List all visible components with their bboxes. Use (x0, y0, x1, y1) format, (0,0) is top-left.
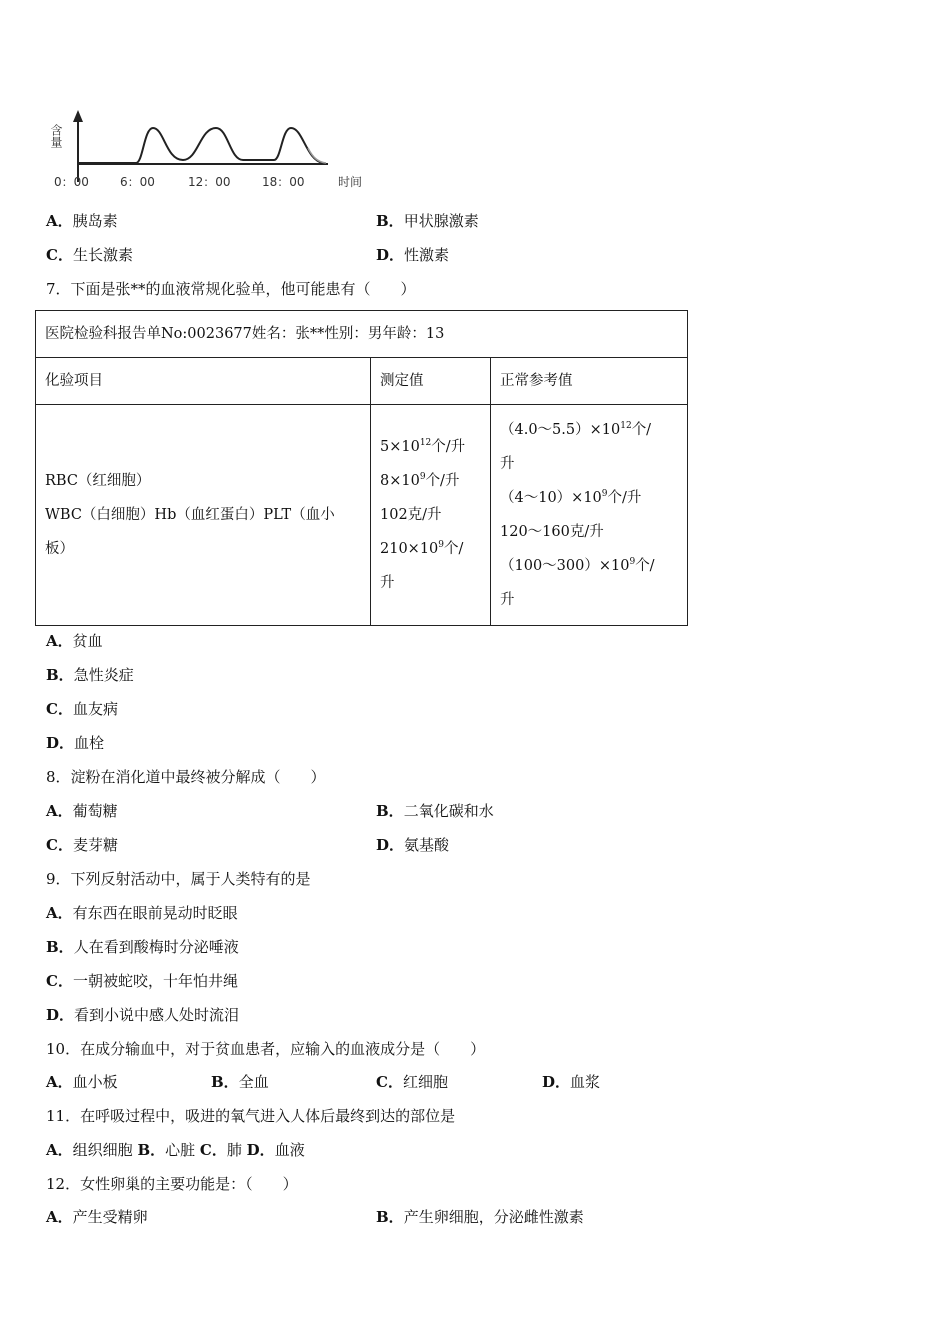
q7-option-b[interactable] (46, 665, 134, 685)
measured-values-cell (371, 405, 491, 626)
q7-option-a[interactable] (46, 631, 103, 651)
option-letter: B． (46, 938, 74, 956)
tick-label-6: 6：00 (120, 175, 155, 189)
option-text: 血小板 (72, 1073, 118, 1091)
option-text: 全血 (238, 1073, 269, 1091)
option-letter: B． (211, 1073, 239, 1091)
option-text: 红细胞 (402, 1073, 448, 1091)
option-text: 急性炎症 (73, 666, 134, 684)
option-letter: B． (376, 212, 404, 230)
option-text: 麦芽糖 (72, 836, 118, 854)
q9-option-c[interactable] (46, 971, 238, 991)
q7-stem: 7．下面是张**的血液常规化验单，他可能患有（ ） (46, 280, 416, 298)
option-letter: D． (376, 246, 405, 264)
option-letter: D． (46, 1006, 75, 1024)
option-text: 贫血 (72, 632, 103, 650)
reference-hb: 120～160克/升 (500, 524, 604, 540)
option-letter: A． (46, 1208, 73, 1226)
q6-option-b[interactable] (376, 211, 479, 231)
q6-option-a[interactable] (46, 211, 118, 231)
option-text: 有东西在眼前晃动时眨眼 (72, 904, 238, 922)
reference-rbc-tail: 升 (500, 456, 515, 472)
option-letter: C． (46, 836, 73, 854)
q9-option-d[interactable] (46, 1005, 239, 1025)
option-text: 产生卵细胞，分泌雌性激素 (403, 1208, 584, 1226)
option-letter: D． (542, 1073, 571, 1091)
option-letter: A． (46, 212, 73, 230)
report-header: 医院检验科报告单No:0023677姓名：张**性别：男年龄：13 (36, 311, 688, 358)
option-text: 血友病 (72, 700, 118, 718)
q11-stem: 11．在呼吸过程中，吸进的氧气进入人体后最终到达的部位是 (46, 1107, 456, 1125)
option-text: 血浆 (570, 1073, 601, 1091)
column-header-items: 化验项目 (36, 358, 371, 405)
option-text: 看到小说中感人处时流泪 (74, 1006, 240, 1024)
option-letter: A． (46, 632, 73, 650)
option-text: 甲状腺激素 (403, 212, 479, 230)
option-text: 二氧化碳和水 (403, 802, 494, 820)
reference-plt-tail: 升 (500, 592, 515, 608)
q8-option-a[interactable] (46, 801, 118, 821)
q8-option-b[interactable] (376, 801, 494, 821)
tick-label-18: 18：00 (262, 175, 305, 189)
q9-option-b[interactable] (46, 937, 239, 957)
q12-option-b[interactable] (376, 1207, 584, 1227)
column-header-measured: 测定值 (371, 358, 491, 405)
q8-option-d[interactable] (376, 835, 449, 855)
q12-stem: 12．女性卵巢的主要功能是：（ ） (46, 1175, 298, 1193)
q11-option-b[interactable]: B．心脏 (137, 1141, 196, 1159)
measured-plt-tail: 升 (380, 575, 395, 591)
q9-stem: 9．下列反射活动中，属于人类特有的是 (46, 870, 311, 888)
option-text: 血栓 (74, 734, 105, 752)
q6-option-d[interactable] (376, 245, 449, 265)
option-letter: D． (46, 734, 75, 752)
q9-option-a[interactable] (46, 903, 238, 923)
measured-rbc: $5\times 10^{12}$个/升 (380, 438, 466, 455)
q10-option-a[interactable] (46, 1072, 118, 1092)
measured-plt: $210\times 10^9$个/ (380, 540, 464, 557)
option-letter: A． (46, 802, 73, 820)
option-text: 胰岛素 (72, 212, 118, 230)
option-letter: C． (46, 700, 73, 718)
y-axis-arrow (73, 110, 83, 122)
q7-option-d[interactable] (46, 733, 104, 753)
reference-rbc: $(4.0\sim 5.5)\times 10^{12}$个/ (500, 421, 652, 438)
q11-option-c[interactable]: C．肺 (199, 1141, 242, 1159)
reference-values-cell (491, 405, 688, 626)
q11-option-a[interactable]: A．组织细胞 (46, 1141, 133, 1159)
q6-option-c[interactable] (46, 245, 133, 265)
option-letter: C． (376, 1073, 403, 1091)
table-column-row (36, 358, 688, 405)
q11-option-d[interactable]: D．血液 (246, 1141, 305, 1159)
option-letter: B． (376, 802, 404, 820)
q8-option-c[interactable] (46, 835, 118, 855)
option-letter: B． (46, 666, 74, 684)
option-text: 人在看到酸梅时分泌唾液 (73, 938, 239, 956)
option-letter: A． (46, 1073, 73, 1091)
option-letter: B． (376, 1208, 404, 1226)
hormone-curve (78, 128, 323, 163)
hormone-level-chart (48, 108, 388, 192)
measured-hb: 102克/升 (380, 507, 442, 523)
test-item-line: 板） (45, 541, 74, 557)
option-text: 性激素 (404, 246, 450, 264)
option-letter: C． (46, 972, 73, 990)
test-item-line: WBC（白细胞）Hb（血红蛋白）PLT（血小 (45, 507, 335, 523)
option-text: 生长激素 (72, 246, 133, 264)
table-header-row (36, 311, 688, 358)
q8-stem: 8．淀粉在消化道中最终被分解成（ ） (46, 768, 326, 786)
q10-option-d[interactable] (542, 1072, 600, 1092)
reference-plt: $(100\sim 300)\times 10^9$个/ (500, 557, 655, 574)
option-letter: A． (46, 904, 73, 922)
blood-test-report-table (35, 310, 688, 626)
option-text: 产生受精卵 (72, 1208, 148, 1226)
table-row (36, 405, 688, 626)
column-header-reference: 正常参考值 (491, 358, 688, 405)
option-text: 一朝被蛇咬，十年怕井绳 (72, 972, 238, 990)
option-letter: D． (376, 836, 405, 854)
q12-option-a[interactable] (46, 1207, 148, 1227)
test-item-line: RBC（红细胞） (45, 473, 151, 489)
tick-label-12: 12：00 (188, 175, 231, 189)
test-items-cell (36, 405, 371, 626)
q11-options (46, 1140, 305, 1160)
option-letter: C． (46, 246, 73, 264)
q7-option-c[interactable] (46, 699, 118, 719)
x-axis-label: 时间 (338, 175, 363, 189)
option-text: 氨基酸 (404, 836, 450, 854)
reference-wbc: $(4\sim 10)\times 10^9$个/升 (500, 489, 642, 506)
measured-wbc: $8\times 10^9$个/升 (380, 472, 460, 489)
q10-option-b[interactable] (211, 1072, 269, 1092)
y-axis-label: 含量 (49, 124, 63, 148)
q10-stem: 10．在成分输血中，对于贫血患者，应输入的血液成分是（ ） (46, 1040, 486, 1058)
tick-label-0: 0：00 (54, 175, 89, 189)
option-text: 葡萄糖 (72, 802, 118, 820)
q10-option-c[interactable] (376, 1072, 448, 1092)
